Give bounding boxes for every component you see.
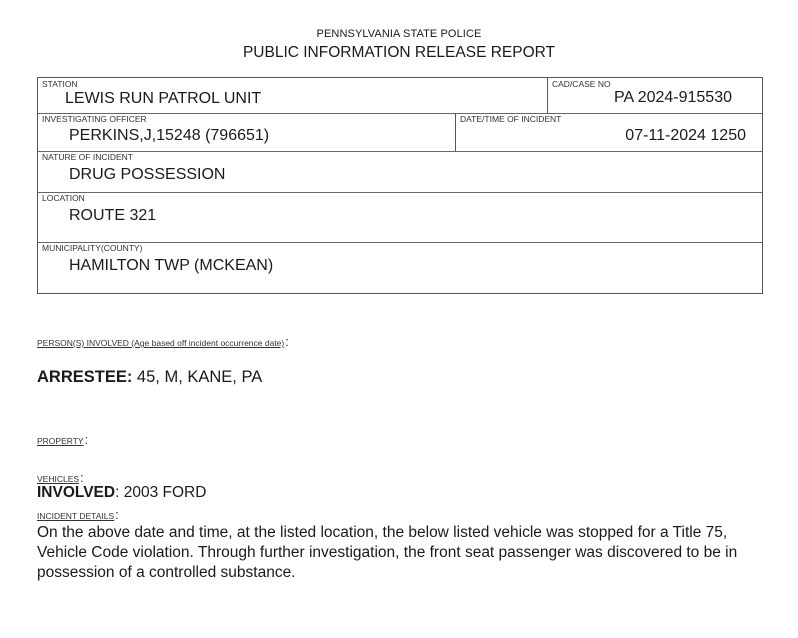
officer-field xyxy=(38,113,455,151)
datetime-label: DATE/TIME OF INCIDENT xyxy=(460,114,562,124)
nature-label: NATURE OF INCIDENT xyxy=(42,152,133,162)
incident-details-section-label: INCIDENT DETAILS: xyxy=(37,507,119,522)
officer-value: PERKINS,J,15248 (796651) xyxy=(69,127,270,144)
vehicle-details: : 2003 FORD xyxy=(115,484,207,501)
arrestee-role: ARRESTEE: xyxy=(37,368,133,386)
station-field xyxy=(38,78,547,113)
station-value: LEWIS RUN PATROL UNIT xyxy=(65,90,262,107)
row-officer xyxy=(38,113,762,152)
case-no-field xyxy=(547,78,762,113)
datetime-value: 07-11-2024 1250 xyxy=(625,127,746,144)
row-location xyxy=(38,192,762,243)
vehicle-role: INVOLVED xyxy=(37,484,116,501)
vehicle-entry xyxy=(37,484,206,502)
row-nature xyxy=(38,151,762,193)
row-municipality xyxy=(38,242,762,294)
arrestee-details: 45, M, KANE, PA xyxy=(132,368,263,386)
vehicles-section-label: VEHICLES: xyxy=(37,470,84,485)
report-title: PUBLIC INFORMATION RELEASE REPORT xyxy=(242,44,556,61)
officer-label: INVESTIGATING OFFICER xyxy=(42,114,147,124)
location-label: LOCATION xyxy=(42,193,85,203)
nature-value: DRUG POSSESSION xyxy=(69,166,226,183)
incident-details-text: On the above date and time, at the listed location, the below listed vehicle was stopped for a Title 75, Vehicle Code violation. Through further investigation, the front seat passenger was discovered to be in possession of a controlled substance. xyxy=(37,524,738,581)
municipality-value: HAMILTON TWP (MCKEAN) xyxy=(69,257,274,274)
municipality-label: MUNICIPALITY(COUNTY) xyxy=(42,243,143,253)
row-station xyxy=(38,78,762,114)
case-no-value: PA 2024-915530 xyxy=(613,89,732,106)
location-value: ROUTE 321 xyxy=(69,207,157,224)
incident-form xyxy=(37,77,763,294)
persons-section-label: PERSON(S) INVOLVED (Age based off incident occurrence date): xyxy=(37,334,289,349)
case-no-label: CAD/CASE NO xyxy=(552,79,611,89)
property-section-label: PROPERTY: xyxy=(37,432,89,447)
arrestee-entry xyxy=(37,368,262,387)
datetime-field xyxy=(455,113,762,151)
agency-name: PENNSYLVANIA STATE POLICE xyxy=(316,28,482,40)
station-label: STATION xyxy=(42,79,78,89)
